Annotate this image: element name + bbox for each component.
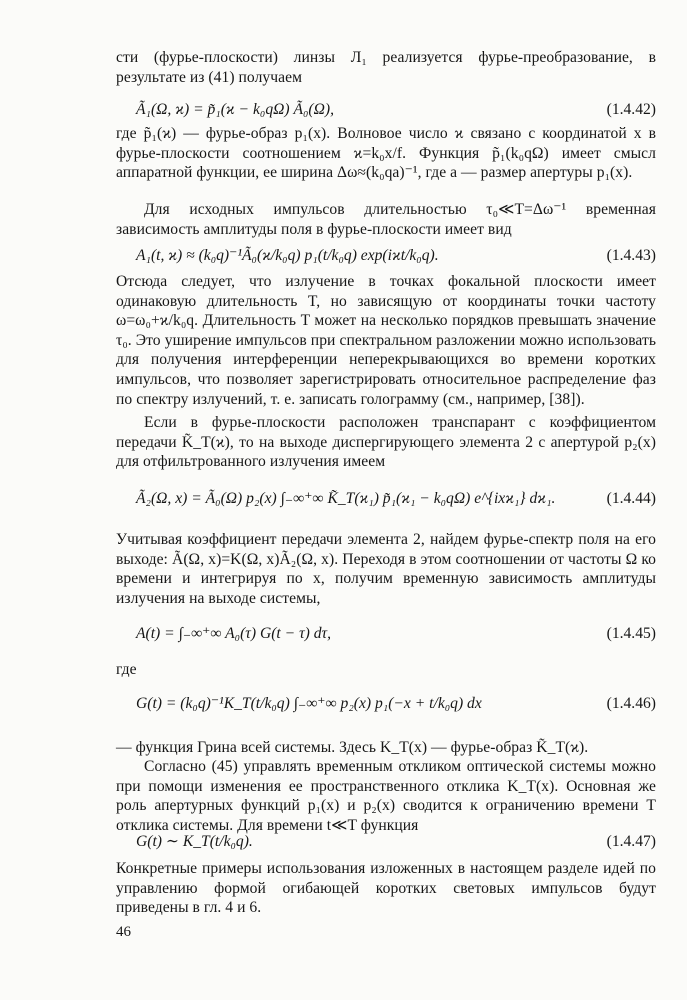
equation-formula: G(t) = (k₀q)⁻¹K_T(t/k₀q) ∫₋∞⁺∞ p₂(x) p₁(−x + t/k₀q) dx	[136, 695, 482, 712]
equation-1-4-44	[116, 471, 656, 527]
equation-formula: Ã₂(Ω, x) = Ã₀(Ω) p₂(x) ∫₋∞⁺∞ K̃_T(ϰ₁) p̃₁(ϰ₁ − k₀qΩ) e^{ixϰ₁} dϰ₁.	[136, 490, 556, 507]
paragraph-2: где p̃₁(ϰ) — фурье-образ p₁(x). Волновое число ϰ связано с координатой x в фурье-плоскости соотношением ϰ=k₀x/f. Функция p̃₁(k₀qΩ) имеет смысл аппаратной функции, ее ширина Δω≈(k₀qa)⁻¹, где a — размер апертуры p₁(x).	[116, 125, 656, 182]
paragraph-6: Учитывая коэффициент передачи элемента 2, найдем фурье-спектр поля на его выходе: Ã(Ω, x)=K(Ω, x)Ã₂(Ω, x). Переходя в этом соотношении от частоты Ω ко времени и интегрируя по x, получим временную зависимость амплитуды излучения на выходе системы,	[116, 531, 656, 607]
equation-formula: Ã₁(Ω, ϰ) = p̃₁(ϰ − k₀qΩ) Ã₀(Ω),	[136, 101, 334, 118]
equation-formula: G(t) ∼ K_T(t/k₀q).	[136, 833, 253, 850]
paragraph-4: Отсюда следует, что излучение в точках фокальной плоскости имеет одинаковую длительность T, но зависящую от координаты точки частоту ω=ω₀+ϰ/k₀q. Длительность T может на несколько порядков превышать значение τ₀. Это уширение импульсов при спектральном разложении можно использовать для получения интерференции неперекрывающихся во времени коротких импульсов, что позволяет зарегистрировать относительное распределение фаз по спектру излучений, т. е. записать голограмму (см., например, [38]).	[116, 273, 656, 408]
paragraph-where: где	[116, 661, 137, 678]
equation-number: (1.4.43)	[606, 247, 656, 264]
equation-formula: A₁(t, ϰ) ≈ (k₀q)⁻¹Ã₀(ϰ/k₀q) p₁(t/k₀q) exp(iϰt/k₀q).	[136, 247, 439, 264]
page-number: 46	[116, 924, 131, 940]
equation-number: (1.4.42)	[606, 101, 656, 118]
equation-number: (1.4.44)	[606, 490, 656, 507]
paragraph-8: Согласно (45) управлять временным откликом оптической системы можно при помощи изменения ее пространственного отклика K_T(x). Основная же роль апертурных функций p₁(x) и p₂(x) сводится к ограничению времени T отклика системы. Для времени t≪T функция	[116, 758, 656, 834]
equation-1-4-43	[116, 245, 656, 267]
equation-number: (1.4.46)	[606, 695, 656, 712]
equation-1-4-46	[116, 676, 656, 732]
equation-formula: A(t) = ∫₋∞⁺∞ A₀(τ) G(t − τ) dτ,	[136, 625, 332, 642]
equation-number: (1.4.47)	[606, 833, 656, 850]
paragraph-7: — функция Грина всей системы. Здесь K_T(x) — фурье-образ K̃_T(ϰ).	[116, 739, 589, 756]
equation-1-4-47	[116, 831, 656, 853]
paragraph-5: Если в фурье-плоскости расположен транспарант с коэффициентом передачи K̃_T(ϰ), то на выходе диспергирующего элемента 2 с апертурой p₂(x) для отфильтрованного излучения имеем	[116, 414, 656, 471]
equation-number: (1.4.45)	[606, 625, 656, 642]
paragraph-3: Для исходных импульсов длительностью τ₀≪T=Δω⁻¹ временная зависимость амплитуды поля в фурье-плоскости имеет вид	[116, 201, 656, 238]
equation-1-4-45	[116, 606, 656, 662]
equation-1-4-42	[116, 99, 656, 121]
paragraph-1: сти (фурье-плоскости) линзы Л₁ реализуется фурье-преобразование, в результате из (41) получаем	[116, 49, 656, 86]
paragraph-9: Конкретные примеры использования изложенных в настоящем разделе идей по управлению формой огибающей коротких световых импульсов будут приведены в гл. 4 и 6.	[116, 860, 656, 917]
